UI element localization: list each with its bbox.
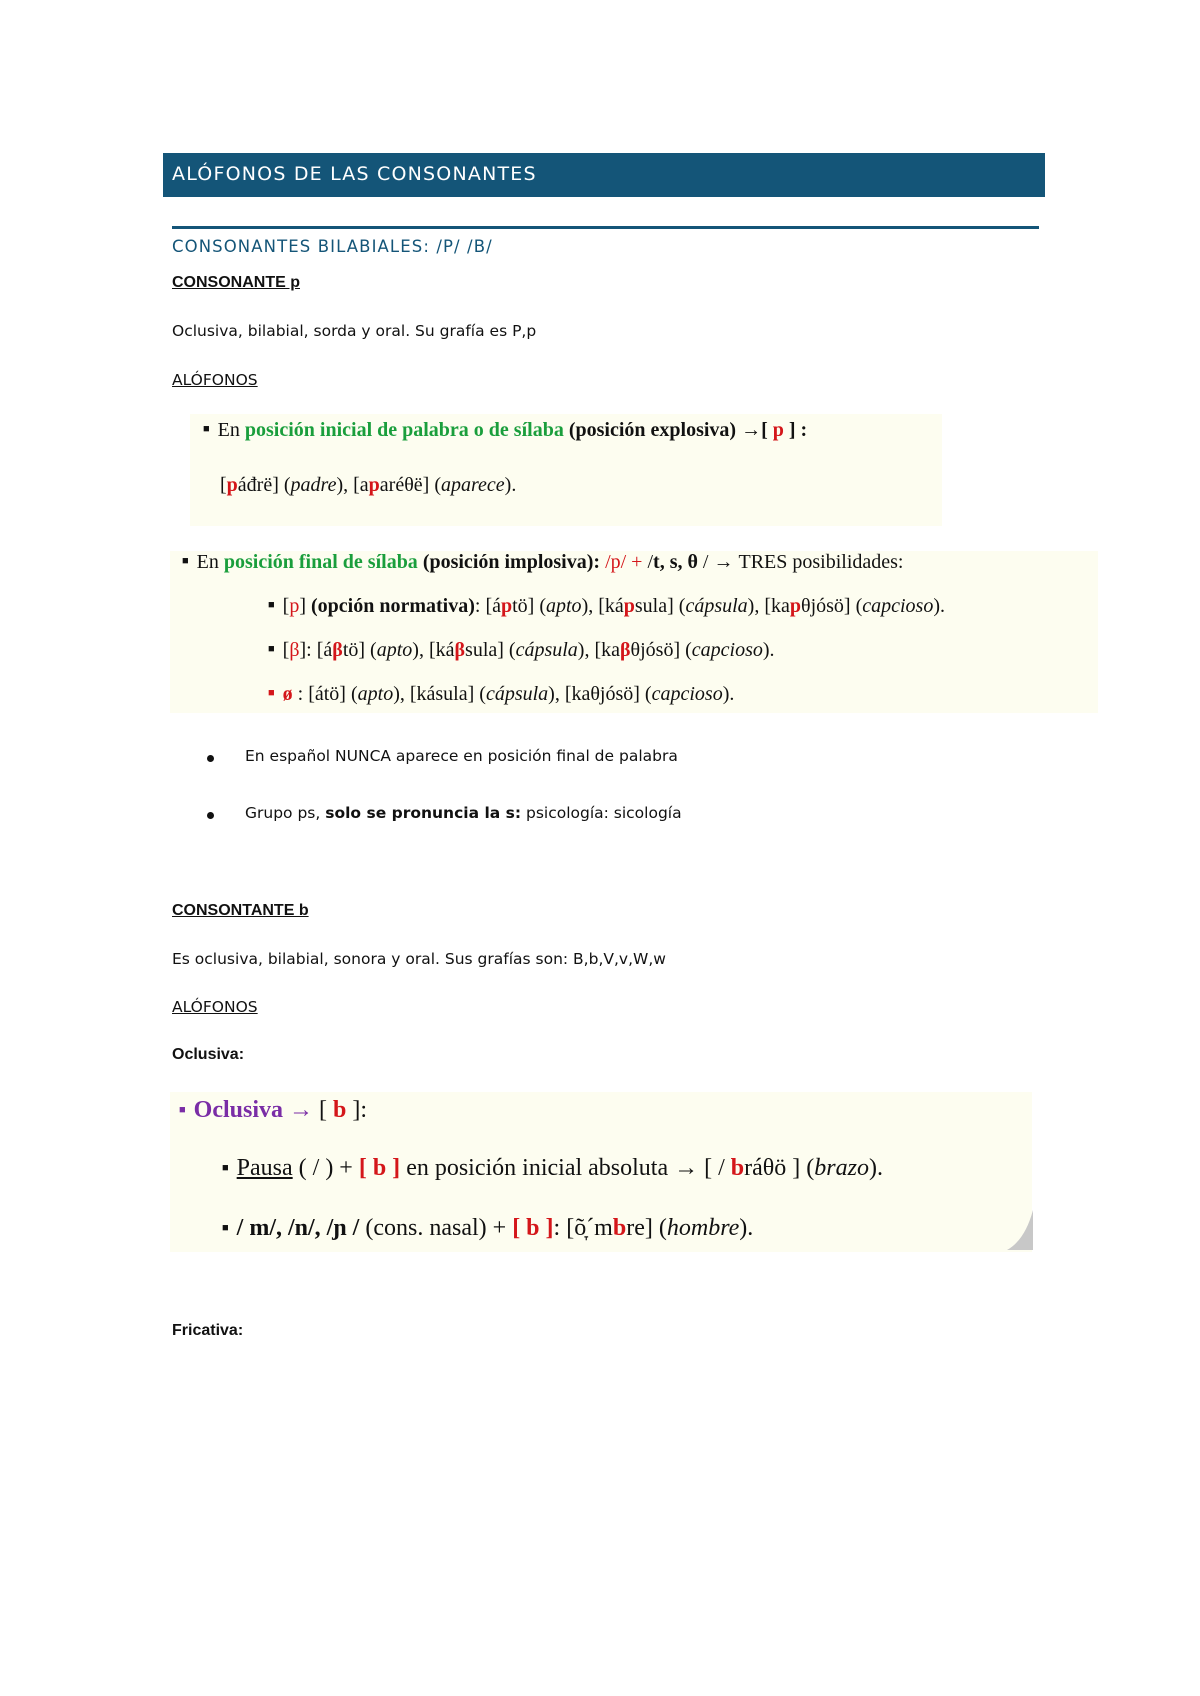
fricativa-label: Fricativa: <box>172 1322 244 1339</box>
square-bullet-icon: ■ <box>268 599 275 611</box>
bullet-dot <box>207 812 214 819</box>
option-fricative: ■ [β]: [áβtö] (apto), [káβsula] (cápsula), [kaβθjósö] (capcioso). <box>268 639 775 661</box>
page-curl-icon <box>1005 1210 1033 1250</box>
square-bullet-icon: ■ <box>182 555 189 567</box>
section-rule <box>172 226 1039 229</box>
allophones-label-p: ALÓFONOS <box>172 371 258 389</box>
bullet-nunca-final: En español NUNCA aparece en posición final de palabra <box>245 747 678 765</box>
oclusiva-nasal: ■ / m/, /n/, /ɲ / (cons. nasal) + [ b ]: [õ̞´mbre] (hombre). <box>222 1215 754 1241</box>
option-normativa: ■ [p] (opción normativa): [áptö] (apto), [kápsula] (cápsula), [kapθjósö] (capcioso). <box>268 595 945 617</box>
heading-consonante-b: CONSONTANTE b <box>172 902 309 919</box>
explosive-example: [páđrë] (padre), [aparéθë] (aparece). <box>220 474 517 496</box>
square-bullet-icon: ■ <box>203 423 210 435</box>
description-b: Es oclusiva, bilabial, sonora y oral. Sus grafías son: B,b,V,v,W,w <box>172 950 666 968</box>
square-bullet-icon: ■ <box>222 1222 229 1234</box>
square-bullet-icon: ■ <box>268 643 275 655</box>
square-bullet-icon: ■ <box>179 1104 186 1116</box>
allophones-label-b: ALÓFONOS <box>172 998 258 1016</box>
page-title: ALÓFONOS DE LAS CONSONANTES <box>172 163 537 185</box>
oclusiva-rule: ■ Oclusiva → [ b ]: <box>179 1097 368 1123</box>
bullet-grupo-ps: Grupo ps, solo se pronuncia la s: psicología: sicología <box>245 804 682 822</box>
oclusiva-pausa: ■ Pausa ( / ) + [ b ] en posición inicial absoluta → [ / bráθö ] (brazo). <box>222 1155 883 1181</box>
square-bullet-icon: ■ <box>222 1162 229 1174</box>
implosive-rule: ■ En posición final de sílaba (posición implosiva): /p/ + /t, s, θ / → TRES posibilidades: <box>182 551 904 573</box>
description-p: Oclusiva, bilabial, sorda y oral. Su grafía es P,p <box>172 322 537 340</box>
option-elision: ■ ø : [átö] (apto), [kásula] (cápsula), [kaθjósö] (capcioso). <box>268 683 735 705</box>
section-subheading: CONSONANTES BILABIALES: /P/ /B/ <box>172 237 493 256</box>
explosive-rule: ■ En posición inicial de palabra o de sílaba (posición explosiva) →[ p ] : <box>203 419 808 441</box>
square-bullet-icon: ■ <box>268 687 275 699</box>
heading-consonante-p: CONSONANTE p <box>172 274 300 291</box>
bullet-dot <box>207 755 214 762</box>
oclusiva-label: Oclusiva: <box>172 1046 245 1063</box>
